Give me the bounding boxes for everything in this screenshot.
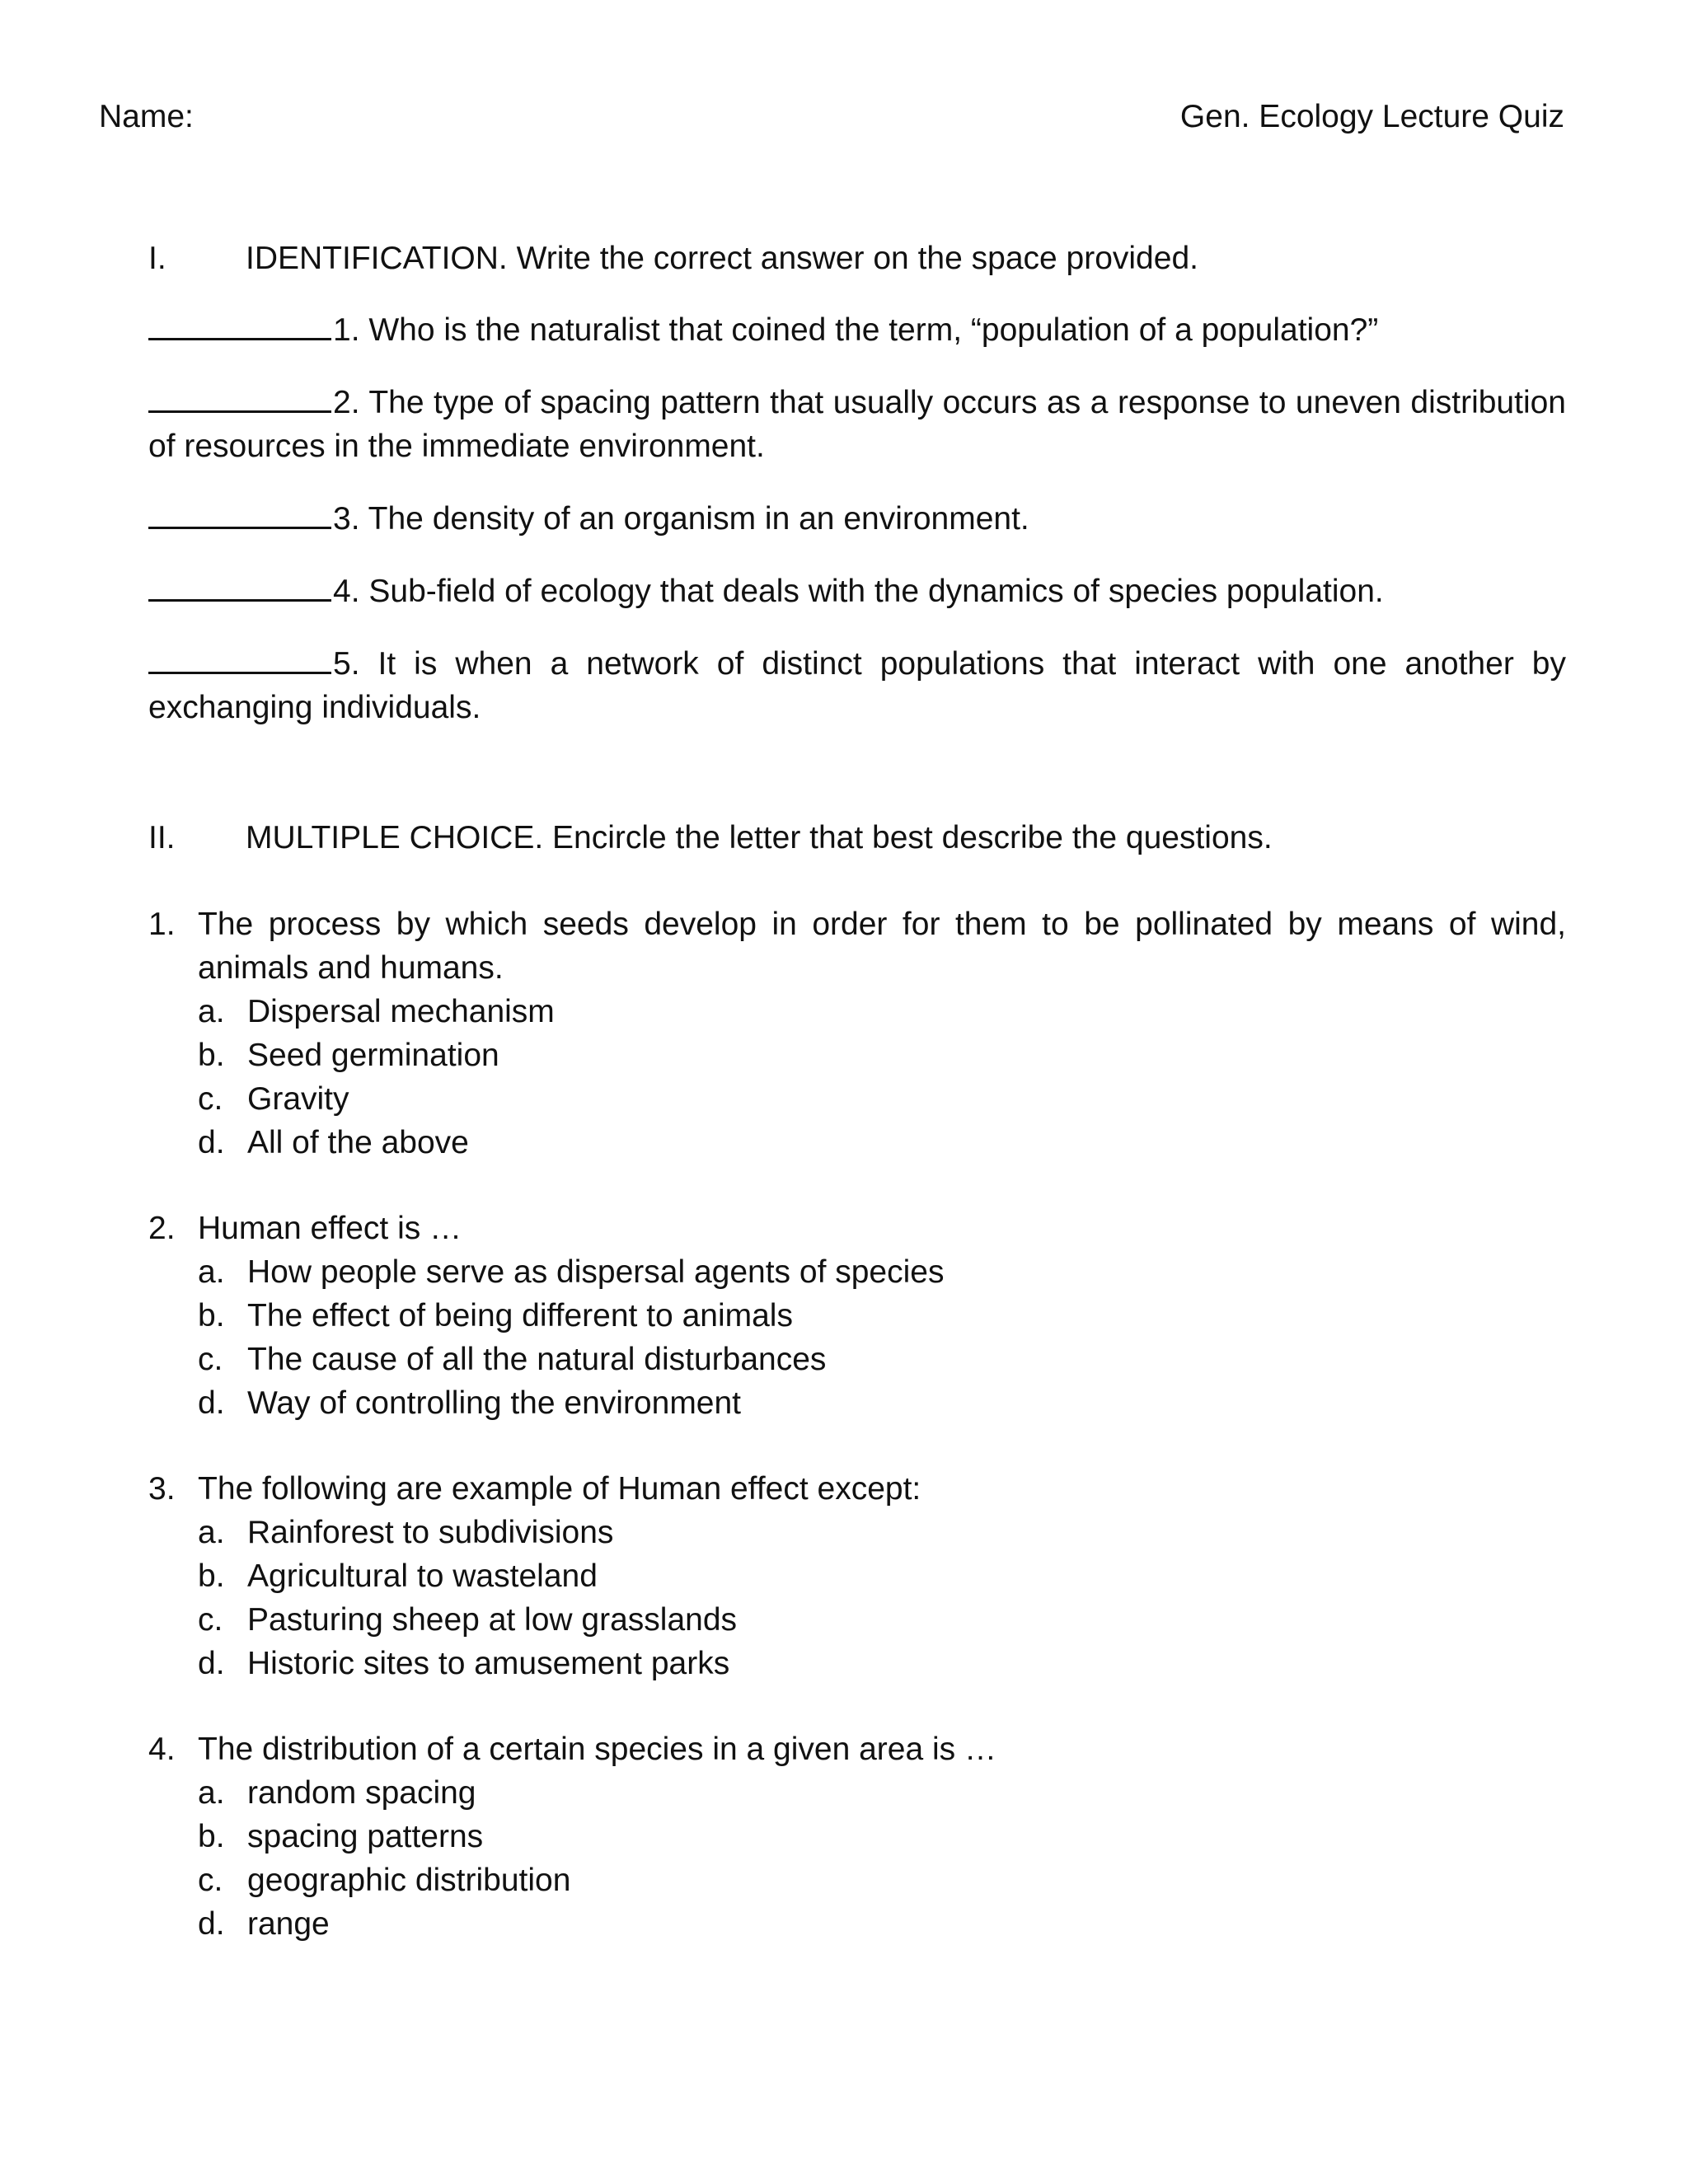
choice-item[interactable] [198, 1250, 1566, 1294]
choice-item[interactable] [198, 1642, 1566, 1685]
question-number: 2. [148, 1211, 176, 1246]
identification-list [148, 307, 1566, 757]
choice-list [198, 1250, 1566, 1425]
question-text: Human effect is … [198, 1211, 462, 1246]
section-number: I. [148, 241, 166, 276]
choice-text: The cause of all the natural disturbances [247, 1342, 827, 1377]
choice-item[interactable] [198, 1815, 1566, 1858]
identification-text: 5. It is when a network of distinct populations that interact with one another by exchanging individuals. [148, 646, 1566, 725]
identification-text: 2. The type of spacing pattern that usually occurs as a response to uneven distribution of resources in the immediate environment. [148, 385, 1566, 464]
answer-blank[interactable] [148, 307, 331, 340]
question-number: 3. [148, 1471, 176, 1507]
choice-letter[interactable]: a. [198, 1515, 225, 1550]
choice-item[interactable] [198, 1121, 1566, 1165]
question-text: The process by which seeds develop in order for them to be pollinated by means of wind, animals and humans. [198, 907, 1566, 986]
choice-item[interactable] [198, 1294, 1566, 1338]
mc-question [148, 902, 1566, 1165]
answer-blank[interactable] [148, 568, 331, 602]
identification-text: 1. Who is the naturalist that coined the term, “population of a population?” [333, 312, 1379, 348]
answer-blank[interactable] [148, 640, 331, 674]
choice-text: geographic distribution [247, 1863, 571, 1898]
choice-text: Seed germination [247, 1038, 499, 1073]
mc-question [148, 1467, 1566, 1685]
choice-letter[interactable]: b. [198, 1819, 225, 1854]
choice-text: How people serve as dispersal agents of species [247, 1254, 945, 1290]
choice-letter[interactable]: d. [198, 1646, 225, 1681]
identification-text: 4. Sub-field of ecology that deals with the dynamics of species population. [333, 574, 1384, 609]
choice-text: random spacing [247, 1775, 476, 1811]
identification-item [148, 307, 1566, 352]
choice-item[interactable] [198, 1338, 1566, 1381]
choice-letter[interactable]: b. [198, 1298, 225, 1333]
question-text: The distribution of a certain species in a given area is … [198, 1732, 997, 1767]
choice-list [198, 990, 1566, 1165]
answer-blank[interactable] [148, 495, 331, 529]
question-number: 1. [148, 907, 176, 942]
choice-item[interactable] [198, 1598, 1566, 1642]
choice-item[interactable] [198, 1858, 1566, 1902]
choice-text: Agricultural to wasteland [247, 1558, 598, 1594]
section-instruction: IDENTIFICATION. Write the correct answer on the space provided. [246, 241, 1198, 276]
choice-letter[interactable]: d. [198, 1385, 225, 1421]
name-label: Name: [99, 99, 194, 134]
multiple-choice-list [148, 902, 1566, 1988]
identification-item [148, 379, 1566, 468]
choice-text: Way of controlling the environment [247, 1385, 742, 1421]
choice-text: Dispersal mechanism [247, 994, 555, 1029]
mc-question [148, 1727, 1566, 1946]
choice-item[interactable] [198, 1077, 1566, 1121]
question-text: The following are example of Human effect except: [198, 1471, 921, 1507]
choice-letter[interactable]: d. [198, 1125, 225, 1160]
question-number: 4. [148, 1732, 176, 1767]
choice-letter[interactable]: c. [198, 1081, 223, 1117]
choice-list [198, 1511, 1566, 1685]
choice-text: Gravity [247, 1081, 349, 1117]
section-instruction: MULTIPLE CHOICE. Encircle the letter that best describe the questions. [246, 820, 1273, 855]
choice-item[interactable] [198, 1033, 1566, 1077]
identification-item [148, 568, 1566, 613]
identification-item [148, 495, 1566, 541]
choice-item[interactable] [198, 1381, 1566, 1425]
choice-letter[interactable]: a. [198, 1775, 225, 1811]
choice-list [198, 1771, 1566, 1946]
identification-item [148, 640, 1566, 729]
choice-text: All of the above [247, 1125, 469, 1160]
mc-question [148, 1207, 1566, 1425]
choice-letter[interactable]: a. [198, 1254, 225, 1290]
choice-letter[interactable]: c. [198, 1863, 223, 1898]
choice-item[interactable] [198, 1554, 1566, 1598]
choice-item[interactable] [198, 1902, 1566, 1946]
choice-letter[interactable]: c. [198, 1602, 223, 1638]
section-number: II. [148, 820, 176, 855]
choice-text: spacing patterns [247, 1819, 484, 1854]
choice-text: Historic sites to amusement parks [247, 1646, 730, 1681]
choice-text: range [247, 1906, 330, 1942]
choice-letter[interactable]: d. [198, 1906, 225, 1942]
choice-text: Rainforest to subdivisions [247, 1515, 614, 1550]
quiz-title: Gen. Ecology Lecture Quiz [1179, 99, 1564, 134]
answer-blank[interactable] [148, 379, 331, 413]
choice-text: The effect of being different to animals [247, 1298, 793, 1333]
choice-letter[interactable]: b. [198, 1038, 225, 1073]
identification-text: 3. The density of an organism in an environment. [333, 501, 1029, 537]
choice-letter[interactable]: a. [198, 994, 225, 1029]
choice-letter[interactable]: c. [198, 1342, 223, 1377]
choice-item[interactable] [198, 990, 1566, 1033]
choice-letter[interactable]: b. [198, 1558, 225, 1594]
choice-item[interactable] [198, 1771, 1566, 1815]
choice-item[interactable] [198, 1511, 1566, 1554]
choice-text: Pasturing sheep at low grasslands [247, 1602, 738, 1638]
